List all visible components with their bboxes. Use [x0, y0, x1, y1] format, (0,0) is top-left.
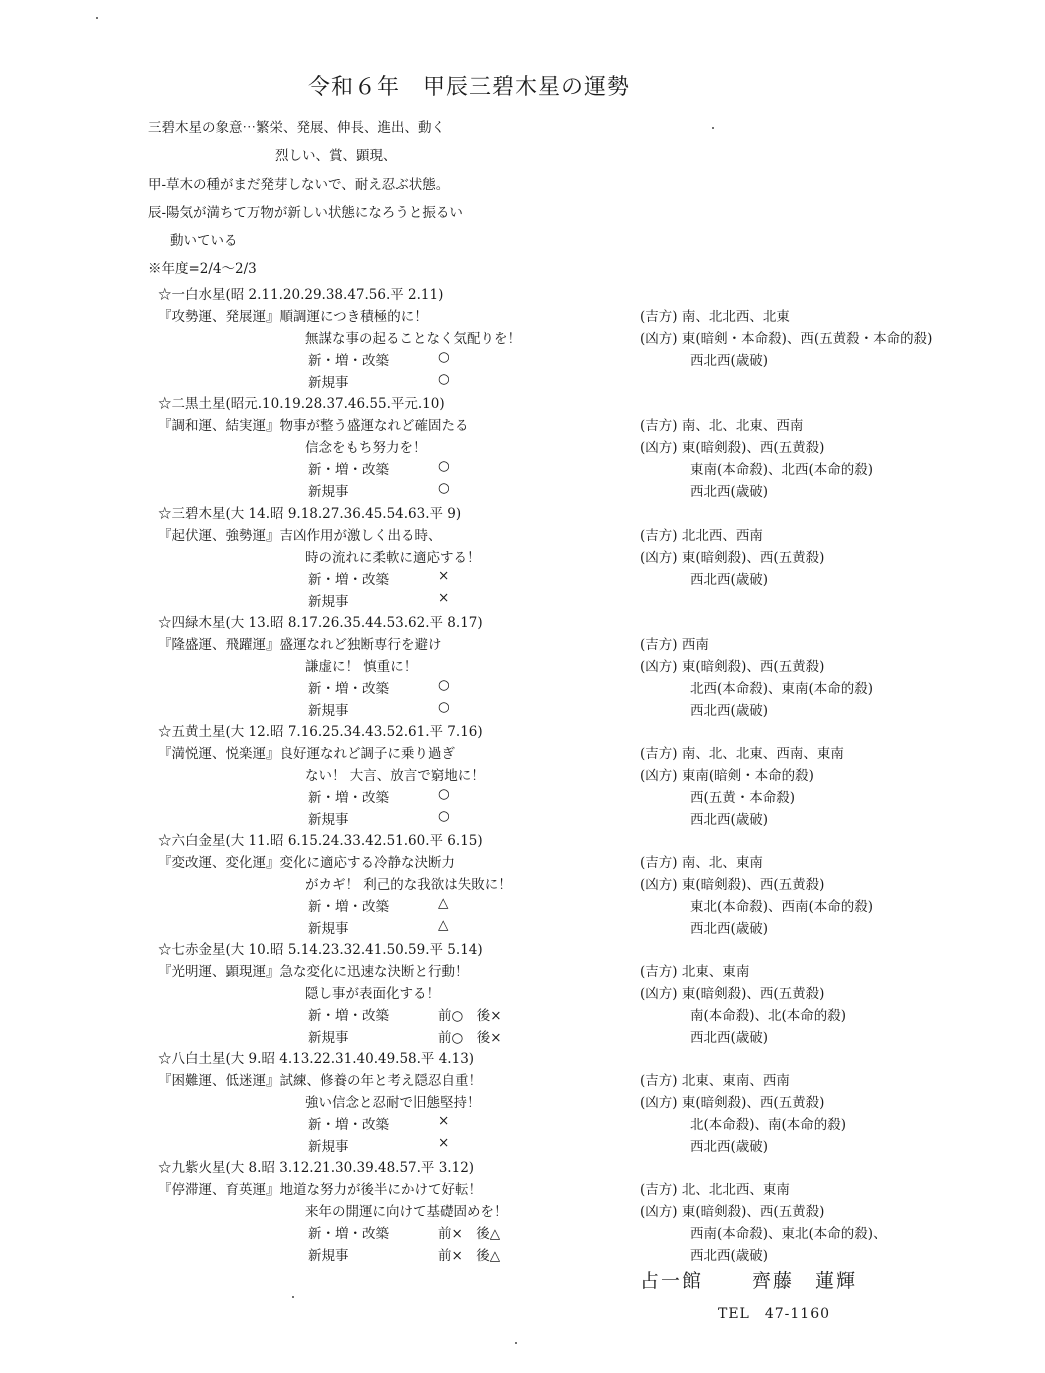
star-header: ☆二黒土星(昭元.10.19.28.37.46.55.平元.10)	[158, 396, 445, 412]
new-business-label: 新規事	[308, 1248, 349, 1264]
renovation-label: 新・増・改築	[308, 1008, 389, 1024]
scan-speck	[96, 17, 98, 19]
lucky-directions: (吉方) 北東、東南、西南	[640, 1073, 790, 1089]
fortune-line-2: 謙虚に！ 慎重に！	[305, 659, 418, 675]
lucky-directions: (吉方) 北北西、西南	[640, 528, 763, 544]
fortune-line-1: 『光明運、顕現運』急な変化に迅速な決断と行動！	[158, 964, 469, 980]
lucky-directions: (吉方) 北、北北西、東南	[640, 1182, 790, 1198]
star-header: ☆三碧木星(大 14.昭 9.18.27.36.45.54.63.平 9)	[158, 506, 462, 522]
lucky-directions: (吉方) 南、北、北東、西南、東南	[640, 746, 844, 762]
renovation-mark: ×	[438, 1113, 450, 1129]
renovation-label: 新・増・改築	[308, 899, 389, 915]
lucky-directions: (吉方) 北東、東南	[640, 964, 750, 980]
renovation-label: 新・増・改築	[308, 572, 389, 588]
renovation-label: 新・増・改築	[308, 1226, 389, 1242]
unlucky-directions: (凶方) 東南(暗剣・本命的殺)	[640, 768, 814, 784]
fiscal-year-note: ※年度=2/4〜2/3	[148, 261, 257, 277]
intro-line-3: 甲-草木の種がまだ発芽しないで、耐え忍ぶ状態。	[148, 177, 450, 193]
unlucky-directions-cont: 西北西(歳破)	[690, 353, 769, 369]
fortune-line-2: 無謀な事の起ることなく気配りを！	[305, 331, 521, 347]
fortune-line-1: 『困難運、低迷運』試練、修養の年と考え隠忍自重！	[158, 1073, 482, 1089]
unlucky-directions-cont: 西北西(歳破)	[690, 572, 769, 588]
renovation-mark: △	[438, 895, 449, 911]
new-business-label: 新規事	[308, 375, 349, 391]
lucky-directions: (吉方) 南、北、北東、西南	[640, 418, 804, 434]
lucky-directions: (吉方) 西南	[640, 637, 709, 653]
star-header: ☆七赤金星(大 10.昭 5.14.23.32.41.50.59.平 5.14)	[158, 942, 483, 958]
renovation-label: 新・増・改築	[308, 790, 389, 806]
unlucky-directions: (凶方) 東(暗剣殺)、西(五黄殺)	[640, 1095, 825, 1111]
unlucky-directions-cont: 北西(本命殺)、東南(本命的殺)	[690, 681, 874, 697]
fortune-line-2: ない！ 大言、放言で窮地に！	[305, 768, 485, 784]
star-header: ☆四緑木星(大 13.昭 8.17.26.35.44.53.62.平 8.17)	[158, 615, 483, 631]
renovation-label: 新・増・改築	[308, 681, 389, 697]
fortune-line-2: がカギ！ 利己的な我欲は失敗に！	[305, 877, 512, 893]
fortune-line-1: 『変改運、変化運』変化に適応する冷静な決断力	[158, 855, 455, 871]
new-business-label: 新規事	[308, 703, 349, 719]
unlucky-directions: (凶方) 東(暗剣殺)、西(五黄殺)	[640, 440, 825, 456]
intro-line-4: 辰-陽気が満ちて万物が新しい状態になろうと振るい	[148, 205, 463, 221]
unlucky-directions-cont: 西北西(歳破)	[690, 1139, 769, 1155]
unlucky-directions: (凶方) 東(暗剣殺)、西(五黄殺)	[640, 877, 825, 893]
star-header: ☆五黄土星(大 12.昭 7.16.25.34.43.52.61.平 7.16)	[158, 724, 483, 740]
unlucky-directions-cont: 西南(本命殺)、東北(本命的殺)、	[690, 1226, 887, 1242]
fortune-line-2: 来年の開運に向けて基礎固めを！	[305, 1204, 508, 1220]
fortune-line-1: 『調和運、結実運』物事が整う盛運なれど確固たる	[158, 418, 469, 434]
renovation-label: 新・増・改築	[308, 353, 389, 369]
new-business-mark: ○	[438, 371, 450, 387]
author-name: 齊藤 蓮輝	[752, 1270, 858, 1292]
star-header: ☆九紫火星(大 8.昭 3.12.21.30.39.48.57.平 3.12)	[158, 1160, 475, 1176]
star-header: ☆一白水星(昭 2.11.20.29.38.47.56.平 2.11)	[158, 287, 444, 303]
new-business-label: 新規事	[308, 812, 349, 828]
new-business-mark: ○	[438, 480, 450, 496]
scan-speck	[515, 1342, 517, 1344]
unlucky-directions-cont: 北(本命殺)、南(本命的殺)	[690, 1117, 847, 1133]
fortune-line-1: 『起伏運、強勢運』吉凶作用が激しく出る時、	[158, 528, 442, 544]
renovation-mark: ○	[438, 458, 450, 474]
unlucky-directions-cont: 西北西(歳破)	[690, 921, 769, 937]
renovation-mark: ○	[438, 349, 450, 365]
scan-speck	[292, 1296, 294, 1298]
new-business-label: 新規事	[308, 594, 349, 610]
unlucky-directions: (凶方) 東(暗剣殺)、西(五黄殺)	[640, 550, 825, 566]
lucky-directions: (吉方) 南、北、東南	[640, 855, 763, 871]
new-business-label: 新規事	[308, 921, 349, 937]
renovation-mark: 前○ 後×	[438, 1008, 502, 1024]
new-business-mark: △	[438, 917, 449, 933]
renovation-mark: ○	[438, 677, 450, 693]
new-business-mark: ×	[438, 590, 450, 606]
fortune-line-1: 『隆盛運、飛躍運』盛運なれど独断専行を避け	[158, 637, 442, 653]
fortune-line-1: 『攻勢運、発展運』順調運につき積極的に！	[158, 309, 428, 325]
new-business-mark: 前× 後△	[438, 1248, 501, 1264]
fortune-line-2: 隠し事が表面化する！	[305, 986, 440, 1002]
new-business-label: 新規事	[308, 484, 349, 500]
lucky-directions: (吉方) 南、北北西、北東	[640, 309, 790, 325]
star-header: ☆六白金星(大 11.昭 6.15.24.33.42.51.60.平 6.15)	[158, 833, 483, 849]
page-title: 令和６年 甲辰三碧木星の運勢	[308, 75, 631, 100]
fortune-line-1: 『満悦運、悦楽運』良好運なれど調子に乗り過ぎ	[158, 746, 455, 762]
telephone: TEL 47-1160	[718, 1306, 831, 1322]
intro-line-1: 三碧木星の象意⋯繁栄、発展、伸長、進出、動く	[148, 120, 445, 136]
renovation-label: 新・増・改築	[308, 462, 389, 478]
renovation-mark: ○	[438, 786, 450, 802]
office-name: 占一館	[640, 1270, 704, 1292]
new-business-mark: ○	[438, 699, 450, 715]
renovation-mark: 前× 後△	[438, 1226, 501, 1242]
unlucky-directions: (凶方) 東(暗剣・本命殺)、西(五黄殺・本命的殺)	[640, 331, 933, 347]
fortune-line-2: 時の流れに柔軟に適応する！	[305, 550, 481, 566]
unlucky-directions-cont: 東南(本命殺)、北西(本命的殺)	[690, 462, 874, 478]
scan-speck	[712, 127, 714, 129]
unlucky-directions-cont: 西(五黄・本命殺)	[690, 790, 796, 806]
star-header: ☆八白土星(大 9.昭 4.13.22.31.40.49.58.平 4.13)	[158, 1051, 475, 1067]
intro-line-2: 烈しい、賞、顕現、	[275, 148, 397, 164]
renovation-label: 新・増・改築	[308, 1117, 389, 1133]
unlucky-directions: (凶方) 東(暗剣殺)、西(五黄殺)	[640, 659, 825, 675]
unlucky-directions: (凶方) 東(暗剣殺)、西(五黄殺)	[640, 986, 825, 1002]
fortune-line-2: 強い信念と忍耐で旧態堅持！	[305, 1095, 481, 1111]
new-business-mark: 前○ 後×	[438, 1030, 502, 1046]
unlucky-directions-cont: 西北西(歳破)	[690, 1248, 769, 1264]
unlucky-directions-cont: 西北西(歳破)	[690, 703, 769, 719]
fortune-line-1: 『停滞運、育英運』地道な努力が後半にかけて好転！	[158, 1182, 482, 1198]
new-business-label: 新規事	[308, 1139, 349, 1155]
renovation-mark: ×	[438, 568, 450, 584]
unlucky-directions-cont: 西北西(歳破)	[690, 1030, 769, 1046]
unlucky-directions: (凶方) 東(暗剣殺)、西(五黄殺)	[640, 1204, 825, 1220]
unlucky-directions-cont: 西北西(歳破)	[690, 812, 769, 828]
new-business-label: 新規事	[308, 1030, 349, 1046]
unlucky-directions-cont: 南(本命殺)、北(本命的殺)	[690, 1008, 847, 1024]
fortune-line-2: 信念をもち努力を！	[305, 440, 427, 456]
new-business-mark: ×	[438, 1135, 450, 1151]
new-business-mark: ○	[438, 808, 450, 824]
unlucky-directions-cont: 東北(本命殺)、西南(本命的殺)	[690, 899, 874, 915]
intro-line-5: 動いている	[170, 233, 238, 249]
unlucky-directions-cont: 西北西(歳破)	[690, 484, 769, 500]
